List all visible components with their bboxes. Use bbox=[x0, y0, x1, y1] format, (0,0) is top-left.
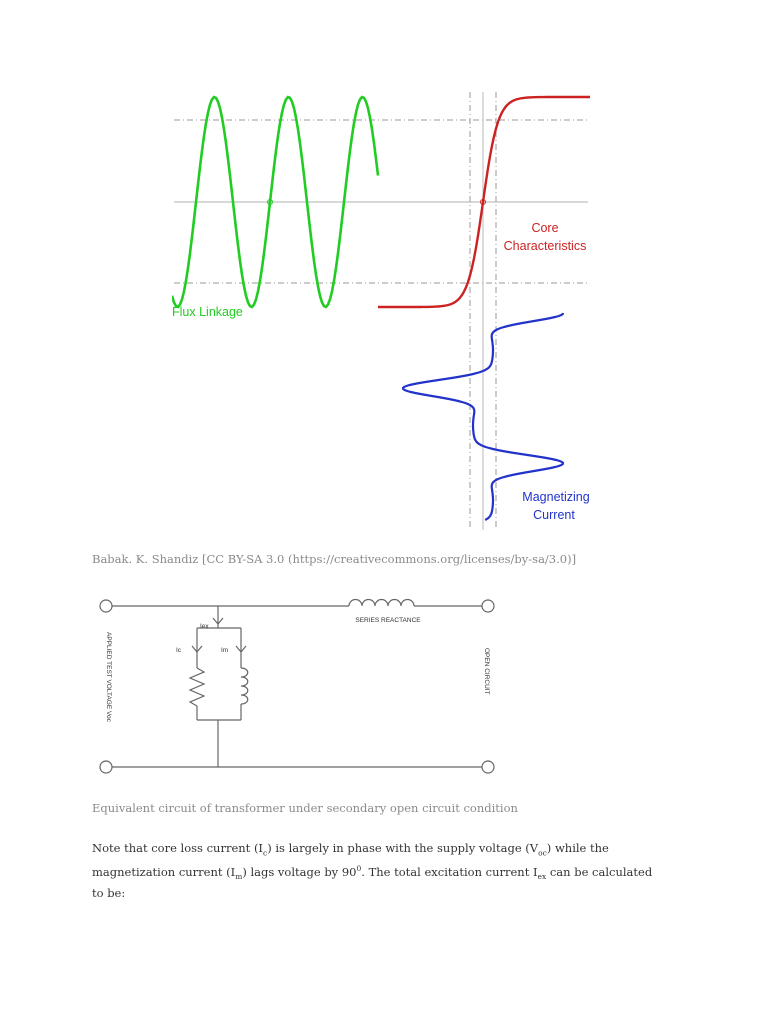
core-label-line1: Core bbox=[531, 221, 559, 235]
body-paragraph: Note that core loss current $(I_c)$ is largely in phase with the supply voltage $(V_{oc})$ while the magnetization current $(I_m)$ lags voltage by $90^0$. The total excitation current $I_{ex}$ can be calculated to be: bbox=[92, 841, 653, 901]
magnetization-figure bbox=[172, 88, 590, 530]
terminal-bottom-right bbox=[482, 761, 494, 773]
iex-label: Iex bbox=[200, 623, 209, 630]
open-circuit-label: OPEN CIRCUIT bbox=[483, 648, 490, 695]
core-label-line2: Characteristics bbox=[503, 239, 587, 253]
magnetizing-label-line1: Magnetizing bbox=[522, 490, 590, 504]
series-reactance-label: SERIES REACTANCE bbox=[355, 617, 421, 624]
terminal-top-left bbox=[100, 600, 112, 612]
terminal-top-right bbox=[482, 600, 494, 612]
magnetizing-inductor bbox=[241, 668, 248, 704]
ic-label: Ic bbox=[176, 647, 182, 654]
applied-voltage-label: APPLIED TEST VOLTAGE Voc bbox=[105, 632, 112, 722]
flux-linkage-label: Flux Linkage bbox=[172, 305, 243, 319]
im-label: Im bbox=[221, 647, 229, 654]
figure1-caption: Babak. K. Shandiz [CC BY-SA 3.0 (https://creativecommons.org/licenses/by-sa/3.0)] bbox=[92, 552, 577, 566]
equivalent-circuit bbox=[96, 588, 506, 774]
series-reactance-inductor bbox=[349, 600, 414, 607]
core-loss-resistor bbox=[190, 668, 204, 706]
figure2-caption: Equivalent circuit of transformer under secondary open circuit condition bbox=[92, 801, 518, 815]
magnetizing-label-line2: Current bbox=[533, 508, 575, 522]
terminal-bottom-left bbox=[100, 761, 112, 773]
